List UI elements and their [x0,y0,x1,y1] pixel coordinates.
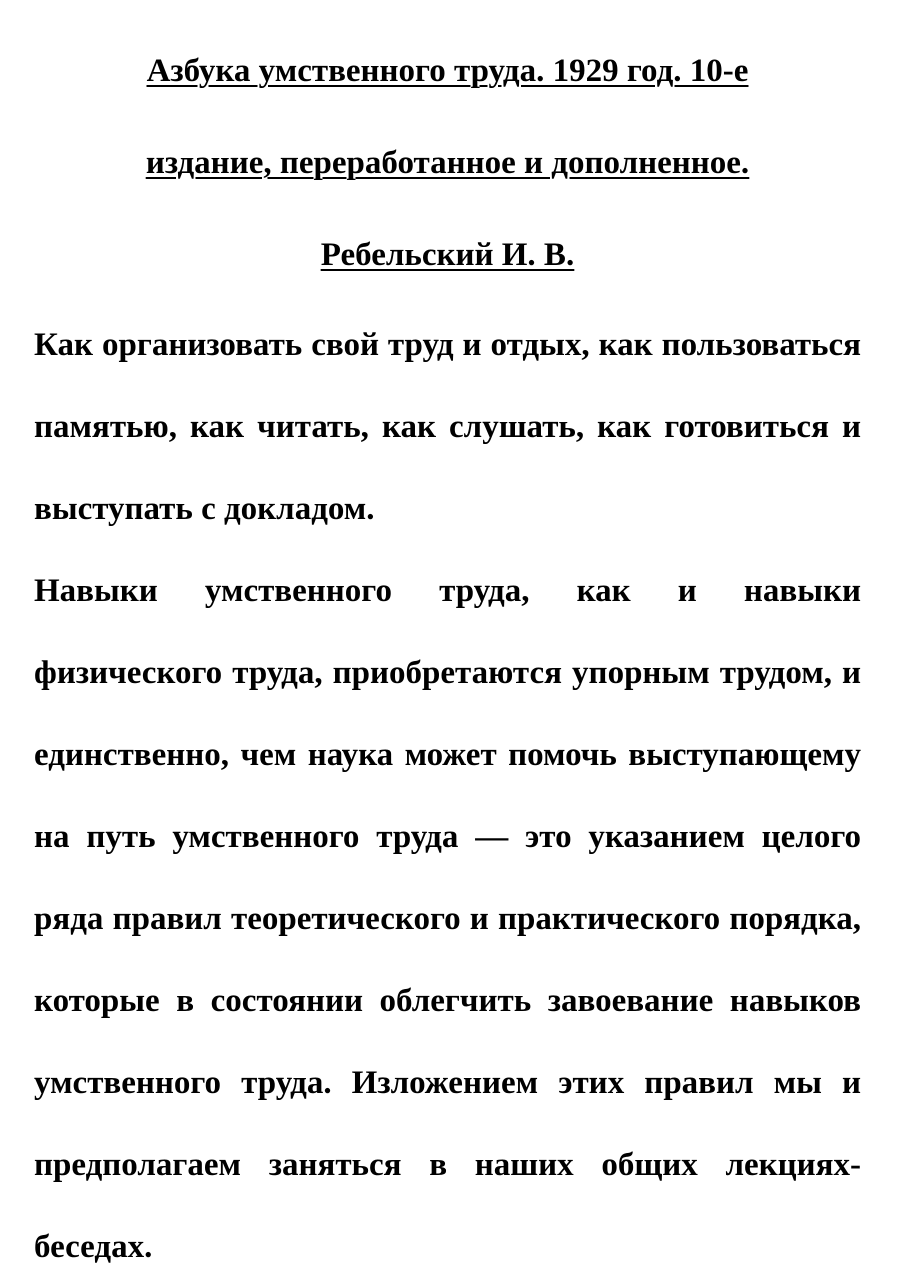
body-paragraph: Навыки умственного труда, как и навыки физического труда, приобретаются упорным трудом, и единственно, чем наука может помочь выступающему на путь умственного труда — это указанием целого ряда правил теоретического и практического порядка, которые в состоянии облегчить завоевание навыков умственного труда. Изложением этих правил мы и предполагаем заняться в наших общих лекциях-беседах. [34,573,861,1265]
document-page [34,0,861,1288]
document-title [34,0,861,304]
title-line-1: Азбука умственного труда. 1929 год. 10-е [146,53,749,89]
title-line-2: издание, переработанное и дополненное. [145,145,750,181]
author-line: Ребельский И. В. [320,237,575,273]
intro-paragraph: Как организовать свой труд и отдых, как пользоваться памятью, как читать, как слушать, как готовиться и выступать с докладом. [34,327,861,527]
